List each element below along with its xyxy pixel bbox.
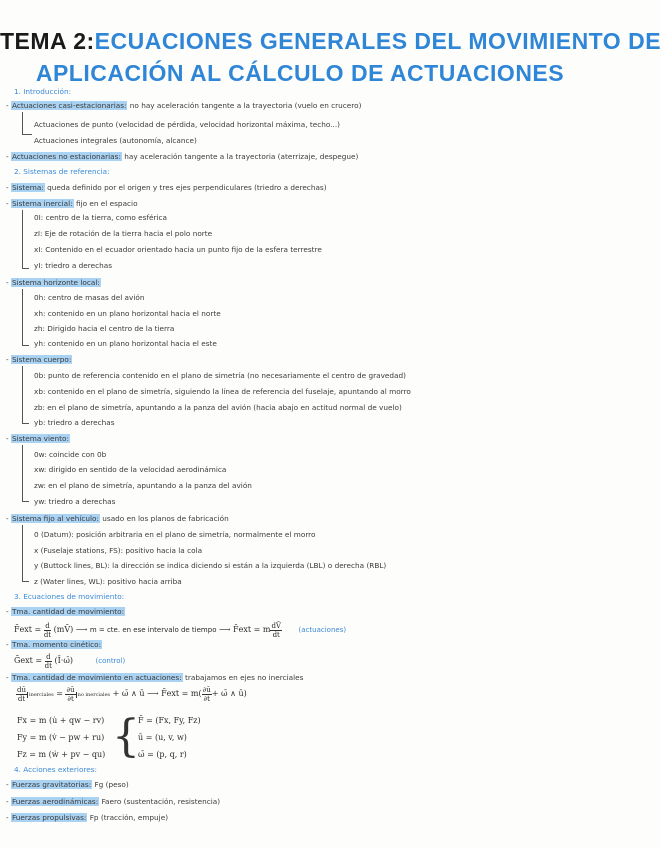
equation-cantidad-movimiento: F̄ext = $\frac{d}{dt}$ (mV̄) ⟶ m = cte. en ese intervalo de tiempo ⟶ F̄ext = m $\frac{dV̄}{dt}$ (actuaciones) <box>14 621 347 639</box>
horizonte-item: zh: Dirigido hacia el centro de la tierra <box>34 324 175 333</box>
cuerpo-item: xb: contenido en el plano de simetría, siguiendo la línea de referencia del fuselaje, apuntando al morro <box>34 387 411 396</box>
inercial-item: xI: Contenido en el ecuador orientado hacia un punto fijo de la esfera terrestre <box>34 245 322 254</box>
tma-cantidad-line: - Tma. cantidad de movimiento: <box>6 607 125 616</box>
vehiculo-bracket <box>22 525 29 582</box>
casi-estacionarias-line: - Actuaciones casi-estacionarias: no hay aceleración tangente a la trayectoria (vuelo en crucero) <box>6 101 362 110</box>
horizonte-bracket <box>22 289 29 346</box>
sistema-line: - Sistema: queda definido por el origen y tres ejes perpendiculares (triedro a derechas) <box>6 183 327 192</box>
viento-bracket <box>22 445 29 502</box>
sistema-vehiculo-line: - Sistema fijo al vehículo: usado en los planos de fabricación <box>6 514 229 523</box>
frac-den: ∂t <box>203 694 210 703</box>
fuerzas-propulsivas-label: Fuerzas propulsivas: <box>11 813 87 822</box>
viento-item: zw: en el plano de simetría, apuntando a la panza del avión <box>34 481 252 490</box>
arrow-icon: ⟶ <box>147 689 159 698</box>
fuerzas-propulsivas-text: Fp (tracción, empuje) <box>89 813 169 822</box>
no-estacionarias-line: - Actuaciones no estacionarias: hay aceleración tangente a la trayectoria (aterrizaje, despegue) <box>6 152 359 161</box>
frac-num: ∂ū <box>66 685 75 694</box>
component-fy: Fy = m (v̇ − pw + ru) <box>17 733 105 742</box>
inercial-item: 0I: centro de la tierra, como esférica <box>34 213 168 222</box>
tma-momento-label: Tma. momento cinético: <box>11 640 102 649</box>
tma-actuaciones-line: - Tma. cantidad de movimiento en actuaciones: trabajamos en ejes no inerciales <box>6 673 304 682</box>
casi-estacionarias-label: Actuaciones casi-estacionarias: <box>11 101 127 110</box>
eq3-part: + ω̄ ∧ ū <box>112 689 145 698</box>
sistema-horizonte-label: Sistema horizonte local: <box>11 278 100 287</box>
actuaciones-integrales: Actuaciones integrales (autonomía, alcance) <box>34 136 197 145</box>
vector-u: ū = (u, v, w) <box>138 733 187 742</box>
vehiculo-item: y (Buttock lines, BL): la dirección se indica diciendo si están a la izquierda (LBL) o derecha (RBL) <box>34 561 387 570</box>
hook-line <box>22 112 32 135</box>
fuerzas-gravitatorias-line: - Fuerzas gravitatorias: Fg (peso) <box>6 780 129 789</box>
eq2-note: (control) <box>95 657 126 665</box>
vector-f: F̄ = (Fx, Fy, Fz) <box>138 716 201 725</box>
eq3-sub2: no inerciales <box>77 692 111 698</box>
frac-num: d <box>45 621 50 630</box>
frac-num: d <box>46 652 51 661</box>
vector-omega: ω̄ = (p, q, r) <box>138 750 187 759</box>
fuerzas-gravitatorias-text: Fg (peso) <box>94 780 129 789</box>
fuerzas-aerodinamicas-text: Faero (sustentación, resistencia) <box>101 797 221 806</box>
vehiculo-item: 0 (Datum): posición arbitraria en el plano de simetría, normalmente el morro <box>34 530 316 539</box>
fuerzas-propulsivas-line: - Fuerzas propulsivas: Fp (tracción, empuje) <box>6 813 169 822</box>
section-1-heading: 1. Introducción: <box>14 87 72 96</box>
arrow-icon: ⟶ <box>219 625 231 634</box>
sistema-inercial-label: Sistema inercial: <box>11 199 73 208</box>
no-estacionarias-label: Actuaciones no estacionarias: <box>11 152 121 161</box>
component-fx: Fx = m (u̇ + qw − rv) <box>17 716 105 725</box>
fuerzas-gravitatorias-label: Fuerzas gravitatorias: <box>11 780 92 789</box>
frac-den: dt <box>272 630 280 639</box>
arrow-icon: ⟶ <box>75 625 88 634</box>
component-fz: Fz = m (ẇ + pv − qu) <box>17 750 106 759</box>
frac-num: dū <box>17 685 26 694</box>
sistema-horizonte-line: - Sistema horizonte local: <box>6 278 100 287</box>
viento-item: yw: triedro a derechas <box>34 497 116 506</box>
fraction <box>16 686 27 703</box>
eq3-sub1: inerciales <box>29 692 54 698</box>
eq1-lhs: F̄ext <box>14 625 33 634</box>
section-2-heading: 2. Sistemas de referencia: <box>14 167 110 176</box>
frac-den: dt <box>17 694 26 703</box>
section-4-heading: 4. Acciones exteriores: <box>14 765 98 774</box>
frac-num: ∂ū <box>202 685 211 694</box>
equation-no-inerciales: $\frac{dū}{dt}$ inerciales = $\frac{\partial ū}{\partial t}$ no inerciales + ω̄ ∧ ū ⟶ F̄ext = m( $\frac{\partial ū}{\partial t}$ + ω̄ ∧ ū) <box>17 685 247 703</box>
sistema-inercial-line: - Sistema inercial: fijo en el espacio <box>6 199 138 208</box>
frac-num: dV̄ <box>271 621 281 630</box>
horizonte-item: xh: contenido en un plano horizontal hacia el norte <box>34 309 221 318</box>
fraction <box>270 622 282 639</box>
eq3-rhs: F̄ext = m( <box>161 689 202 698</box>
eq1-rhs: F̄ext = m <box>233 625 271 634</box>
frac-den: dt <box>44 661 52 670</box>
sistema-label: Sistema: <box>11 183 44 192</box>
cuerpo-item: 0b: punto de referencia contenido en el plano de simetría (no necesariamente el centro de gravedad) <box>34 371 406 380</box>
inercial-item: yI: triedro a derechas <box>34 261 113 270</box>
no-estacionarias-text: hay aceleración tangente a la trayectoria (aterrizaje, despegue) <box>124 152 359 161</box>
sistema-cuerpo-line: - Sistema cuerpo: <box>6 355 72 364</box>
fuerzas-aerodinamicas-label: Fuerzas aerodinámicas: <box>11 797 99 806</box>
sistema-viento-label: Sistema viento: <box>11 434 69 443</box>
section-3-heading: 3. Ecuaciones de movimiento: <box>14 592 125 601</box>
sistema-text: queda definido por el origen y tres ejes perpendiculares (triedro a derechas) <box>47 183 327 192</box>
horizonte-item: yh: contenido en un plano horizontal hacia el este <box>34 339 217 348</box>
sistema-vehiculo-text: usado en los planos de fabricación <box>102 514 229 523</box>
eq1-text: m = cte. en ese intervalo de tiempo <box>89 626 217 634</box>
fraction <box>44 622 51 639</box>
vehiculo-item: x (Fuselaje stations, FS): positivo hacia la cola <box>34 546 203 555</box>
sistema-inercial-text: fijo en el espacio <box>75 199 138 208</box>
fraction <box>202 686 212 703</box>
eq2-mid: (Ī·ω̄) <box>54 656 73 665</box>
inercial-item: zI: Eje de rotación de la tierra hacia el polo norte <box>34 229 213 238</box>
sistema-cuerpo-label: Sistema cuerpo: <box>11 355 72 364</box>
cuerpo-bracket <box>22 366 29 424</box>
horizonte-item: 0h: centro de masas del avión <box>34 293 145 302</box>
vehiculo-item: z (Water lines, WL): positivo hacia arriba <box>34 577 182 586</box>
fuerzas-aerodinamicas-line: - Fuerzas aerodinámicas: Faero (sustentación, resistencia) <box>6 797 221 806</box>
sistema-viento-line: - Sistema viento: <box>6 434 69 443</box>
sistema-vehiculo-label: Sistema fijo al vehículo: <box>11 514 99 523</box>
tma-cantidad-label: Tma. cantidad de movimiento: <box>11 607 125 616</box>
eq1-mid: (mV̄) <box>53 625 74 634</box>
tma-actuaciones-text: trabajamos en ejes no inerciales <box>185 673 304 682</box>
actuaciones-punto: Actuaciones de punto (velocidad de pérdida, velocidad horizontal máxima, techo...) <box>34 120 340 129</box>
cuerpo-item: zb: en el plano de simetría, apuntando a la panza del avión (hacia abajo en actitud normal de vuelo) <box>34 403 402 412</box>
title-prefix: TEMA 2: <box>0 28 95 54</box>
fraction <box>65 686 75 703</box>
brace-icon: { <box>112 711 140 762</box>
equation-momento-cinetico <box>14 652 125 670</box>
viento-item: xw: dirigido en sentido de la velocidad aerodinámica <box>34 465 227 474</box>
inercial-bracket <box>22 210 29 269</box>
eq3-rhs-end: + ω̄ ∧ ū) <box>211 689 247 698</box>
page-title-line-1 <box>0 28 661 55</box>
title-line-1-text: ECUACIONES GENERALES DEL MOVIMIENTO DE <box>94 28 661 54</box>
eq2-lhs: Ḡext = <box>14 656 43 665</box>
page-title-line-2: APLICACIÓN AL CÁLCULO DE ACTUACIONES <box>35 60 565 86</box>
cuerpo-item: yb: triedro a derechas <box>34 418 115 427</box>
tma-momento-line: - Tma. momento cinético: <box>6 640 102 649</box>
casi-estacionarias-text: no hay aceleración tangente a la trayectoria (vuelo en crucero) <box>129 101 362 110</box>
frac-den: ∂t <box>67 694 74 703</box>
frac-den: dt <box>43 630 52 639</box>
viento-item: 0w: coincide con 0b <box>34 450 107 459</box>
eq1-note: (actuaciones) <box>298 626 347 634</box>
fraction <box>45 653 52 670</box>
tma-actuaciones-label: Tma. cantidad de movimiento en actuaciones: <box>11 673 182 682</box>
